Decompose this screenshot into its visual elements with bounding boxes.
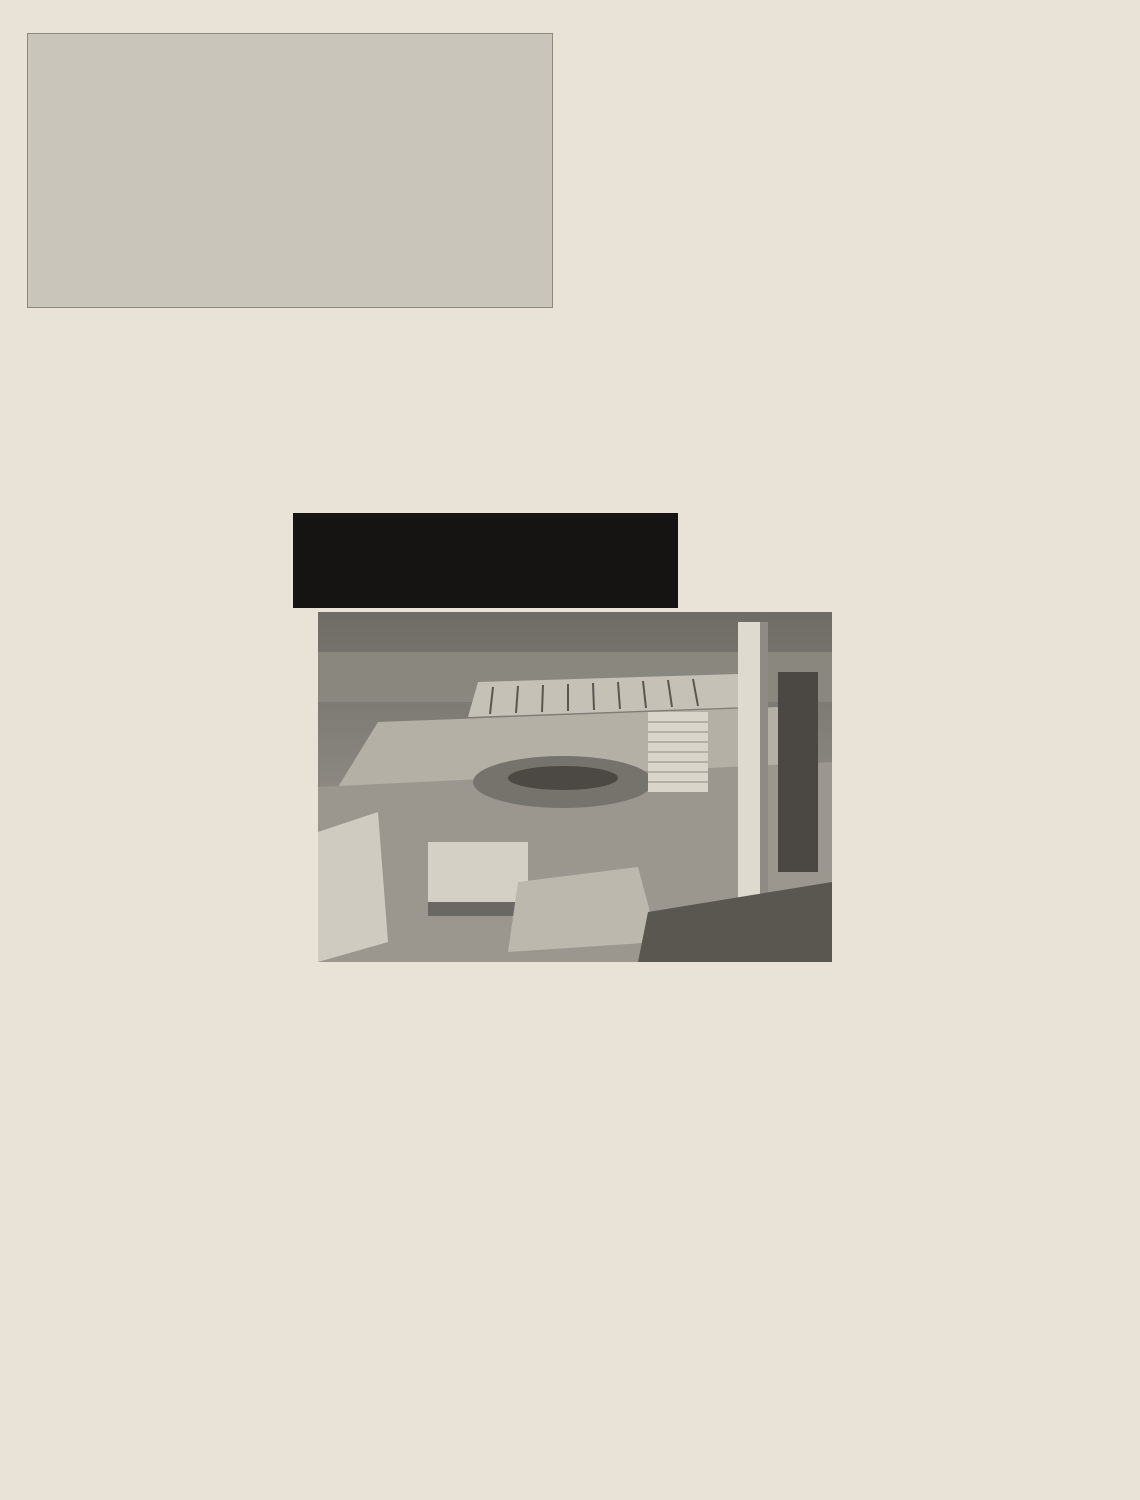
intro-box [27,33,553,308]
column-4 [850,36,1122,123]
column-2-top [300,342,556,365]
title-banner [293,513,678,608]
column-3-top [572,36,840,54]
column-2-bottom [300,1027,556,1059]
column-3-bottom [572,1015,840,1065]
column-1 [18,332,288,453]
architectural-model-photo [318,612,832,962]
